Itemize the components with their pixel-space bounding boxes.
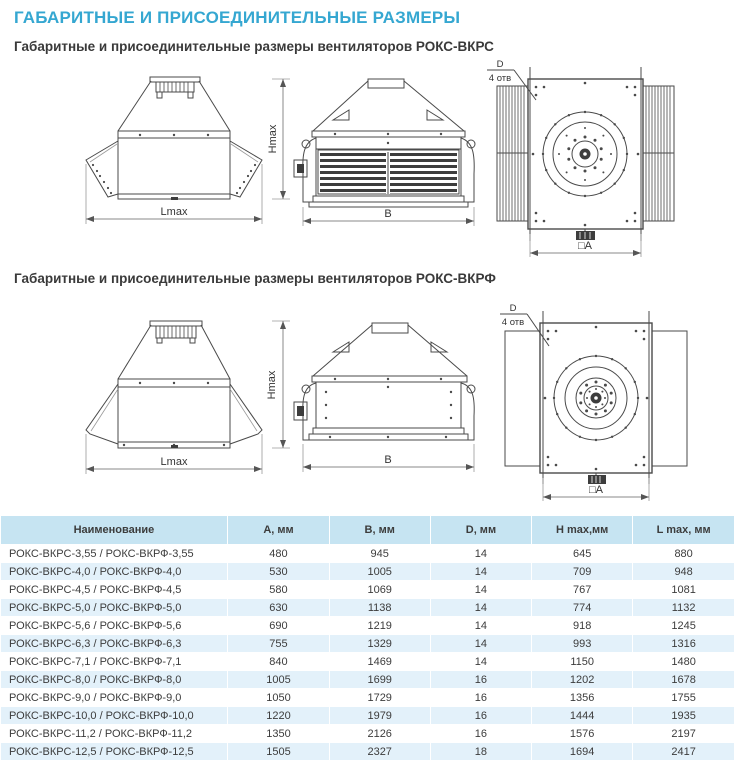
- vkrf-drawings: [0, 286, 734, 508]
- vkrf-side-view: [294, 323, 475, 472]
- model-name-cell: РОКС-ВКРС-11,2 / РОКС-ВКРФ-11,2: [1, 725, 228, 743]
- dimension-value-cell: 945: [329, 545, 430, 563]
- dimension-value-cell: 2126: [329, 725, 430, 743]
- dimension-value-cell: 16: [430, 725, 531, 743]
- table-row: [1, 581, 734, 599]
- dimension-value-cell: 14: [430, 563, 531, 581]
- dimensions-table: [0, 516, 734, 760]
- table-row: [1, 689, 734, 707]
- dimension-value-cell: 1069: [329, 581, 430, 599]
- dimension-value-cell: 480: [228, 545, 329, 563]
- d-hole-label: D: [510, 303, 517, 314]
- dimension-value-cell: 1220: [228, 707, 329, 725]
- dimension-value-cell: 1050: [228, 689, 329, 707]
- square-a-label: □A: [578, 240, 593, 252]
- vkrf-hmax-dimension: [266, 321, 290, 448]
- table-row: [1, 725, 734, 743]
- table-row: [1, 635, 734, 653]
- vkrs-front-view: [86, 77, 262, 224]
- dimension-value-cell: 918: [532, 617, 633, 635]
- dimension-value-cell: 14: [430, 599, 531, 617]
- dimension-value-cell: 1678: [633, 671, 734, 689]
- dimension-value-cell: 18: [430, 743, 531, 760]
- column-header: Наименование: [1, 516, 228, 545]
- dimension-value-cell: 1219: [329, 617, 430, 635]
- lmax-label: Lmax: [161, 206, 188, 218]
- dimension-value-cell: 16: [430, 707, 531, 725]
- dimension-value-cell: 1202: [532, 671, 633, 689]
- table-row: [1, 617, 734, 635]
- dimension-value-cell: 2327: [329, 743, 430, 760]
- dimension-value-cell: 16: [430, 689, 531, 707]
- dimension-value-cell: 14: [430, 545, 531, 563]
- dimension-value-cell: 1132: [633, 599, 734, 617]
- model-name-cell: РОКС-ВКРС-5,6 / РОКС-ВКРФ-5,6: [1, 617, 228, 635]
- dimension-value-cell: 709: [532, 563, 633, 581]
- dimension-value-cell: 630: [228, 599, 329, 617]
- hmax-label: Hmax: [266, 370, 278, 399]
- table-row: [1, 743, 734, 760]
- dimension-value-cell: 1245: [633, 617, 734, 635]
- b-label: B: [384, 454, 391, 466]
- b-label: B: [384, 208, 391, 220]
- dimension-value-cell: 2417: [633, 743, 734, 760]
- model-name-cell: РОКС-ВКРС-12,5 / РОКС-ВКРФ-12,5: [1, 743, 228, 760]
- dimension-value-cell: 1356: [532, 689, 633, 707]
- dimension-value-cell: 16: [430, 671, 531, 689]
- dimension-value-cell: 1005: [329, 563, 430, 581]
- section-subtitle-vkrf: Габаритные и присоединительные размеры вентиляторов РОКС-ВКРФ: [14, 271, 734, 286]
- model-name-cell: РОКС-ВКРС-3,55 / РОКС-ВКРФ-3,55: [1, 545, 228, 563]
- column-header: L max, мм: [633, 516, 734, 545]
- vkrs-top-view: [487, 59, 674, 257]
- four-holes-label: 4 отв: [502, 317, 524, 328]
- vkrs-hmax-dimension: [267, 79, 290, 199]
- dimension-value-cell: 993: [532, 635, 633, 653]
- column-header: В, мм: [329, 516, 430, 545]
- dimension-value-cell: 1576: [532, 725, 633, 743]
- table-row: [1, 653, 734, 671]
- four-holes-label: 4 отв: [489, 73, 511, 84]
- dimension-value-cell: 1935: [633, 707, 734, 725]
- table-header-row: [1, 516, 734, 545]
- dimension-value-cell: 1469: [329, 653, 430, 671]
- dimension-value-cell: 1005: [228, 671, 329, 689]
- hmax-label: Hmax: [267, 124, 279, 153]
- dimension-value-cell: 14: [430, 635, 531, 653]
- dimension-value-cell: 14: [430, 617, 531, 635]
- dimension-value-cell: 1755: [633, 689, 734, 707]
- table-row: [1, 707, 734, 725]
- table-row: [1, 545, 734, 563]
- dimension-value-cell: 645: [532, 545, 633, 563]
- vkrs-drawings: [0, 54, 734, 260]
- dimension-value-cell: 580: [228, 581, 329, 599]
- table-row: [1, 563, 734, 581]
- dimension-value-cell: 690: [228, 617, 329, 635]
- table-row: [1, 599, 734, 617]
- dimension-value-cell: 755: [228, 635, 329, 653]
- dimension-value-cell: 530: [228, 563, 329, 581]
- page-title: ГАБАРИТНЫЕ И ПРИСОЕДИНИТЕЛЬНЫЕ РАЗМЕРЫ: [14, 8, 734, 28]
- model-name-cell: РОКС-ВКРС-8,0 / РОКС-ВКРФ-8,0: [1, 671, 228, 689]
- model-name-cell: РОКС-ВКРС-4,5 / РОКС-ВКРФ-4,5: [1, 581, 228, 599]
- d-hole-label: D: [497, 59, 504, 70]
- dimension-value-cell: 14: [430, 653, 531, 671]
- dimension-value-cell: 774: [532, 599, 633, 617]
- column-header: D, мм: [430, 516, 531, 545]
- dimension-value-cell: 1694: [532, 743, 633, 760]
- dimensions-table-body: [1, 545, 734, 760]
- dimension-value-cell: 1480: [633, 653, 734, 671]
- dimension-value-cell: 2197: [633, 725, 734, 743]
- dimension-value-cell: 1699: [329, 671, 430, 689]
- dimension-value-cell: 1979: [329, 707, 430, 725]
- table-row: [1, 671, 734, 689]
- dimension-value-cell: 1444: [532, 707, 633, 725]
- dimension-value-cell: 1081: [633, 581, 734, 599]
- column-header: H max,мм: [532, 516, 633, 545]
- vkrf-front-view: [86, 321, 262, 474]
- model-name-cell: РОКС-ВКРС-4,0 / РОКС-ВКРФ-4,0: [1, 563, 228, 581]
- dimension-value-cell: 880: [633, 545, 734, 563]
- dimension-value-cell: 840: [228, 653, 329, 671]
- model-name-cell: РОКС-ВКРС-10,0 / РОКС-ВКРФ-10,0: [1, 707, 228, 725]
- model-name-cell: РОКС-ВКРС-5,0 / РОКС-ВКРФ-5,0: [1, 599, 228, 617]
- model-name-cell: РОКС-ВКРС-6,3 / РОКС-ВКРФ-6,3: [1, 635, 228, 653]
- section-subtitle-vkrs: Габаритные и присоединительные размеры вентиляторов РОКС-ВКРС: [14, 39, 734, 54]
- dimension-value-cell: 1329: [329, 635, 430, 653]
- column-header: А, мм: [228, 516, 329, 545]
- vkrs-side-view: [294, 79, 475, 226]
- square-a-label: □A: [589, 484, 604, 496]
- vkrf-top-view: [500, 303, 687, 501]
- dimension-value-cell: 948: [633, 563, 734, 581]
- dimension-value-cell: 1150: [532, 653, 633, 671]
- dimension-value-cell: 1316: [633, 635, 734, 653]
- model-name-cell: РОКС-ВКРС-7,1 / РОКС-ВКРФ-7,1: [1, 653, 228, 671]
- dimension-value-cell: 1729: [329, 689, 430, 707]
- dimension-value-cell: 1350: [228, 725, 329, 743]
- dimension-value-cell: 1138: [329, 599, 430, 617]
- dimension-value-cell: 767: [532, 581, 633, 599]
- model-name-cell: РОКС-ВКРС-9,0 / РОКС-ВКРФ-9,0: [1, 689, 228, 707]
- dimension-value-cell: 1505: [228, 743, 329, 760]
- dimension-value-cell: 14: [430, 581, 531, 599]
- lmax-label: Lmax: [161, 456, 188, 468]
